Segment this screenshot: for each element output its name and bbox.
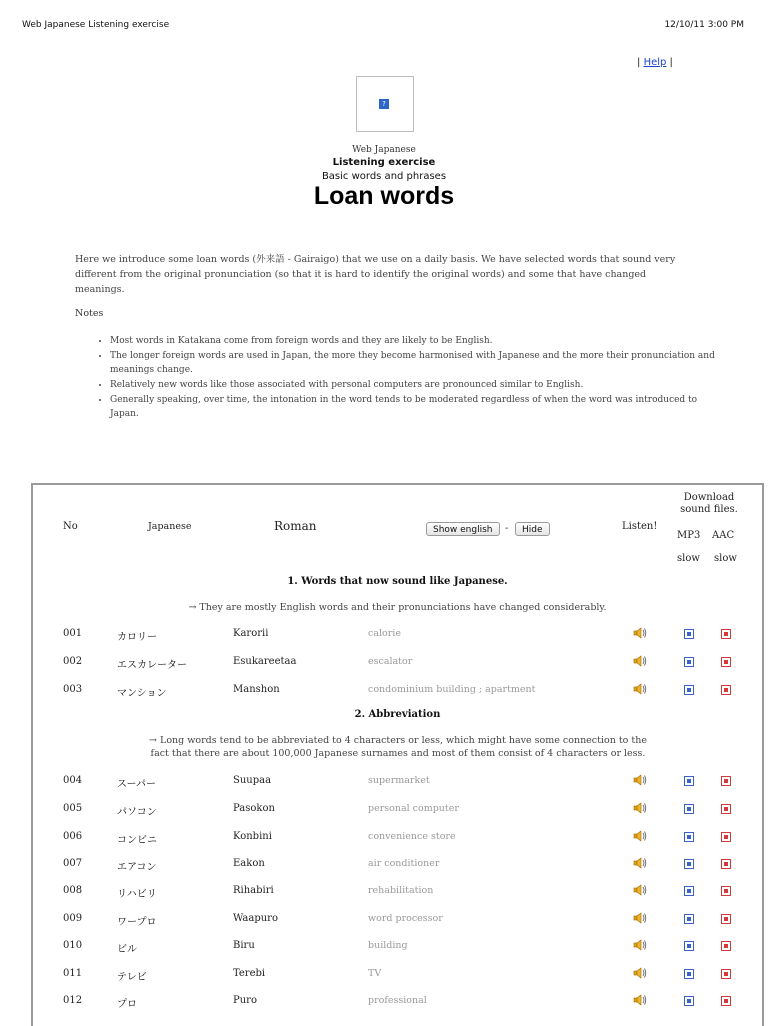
word-table xyxy=(31,483,764,1026)
mp3-download-icon[interactable] xyxy=(684,914,694,924)
header-listen: Listen! xyxy=(622,521,658,532)
table-row xyxy=(33,684,762,706)
mp3-download-icon[interactable] xyxy=(684,776,694,786)
table-row xyxy=(33,968,762,990)
row-english: TV xyxy=(368,968,382,979)
row-number: 004 xyxy=(63,775,83,786)
row-roman: Manshon xyxy=(233,684,280,695)
speaker-icon[interactable] xyxy=(633,994,647,1006)
subsection-name: Basic words and phrases xyxy=(321,171,447,182)
row-roman: Konbini xyxy=(233,831,272,842)
aac-download-icon[interactable] xyxy=(721,859,731,869)
note-item: • Generally speaking, over time, the intonation in the word tends to be moderated regardless of when the word was introduced to Japan. xyxy=(110,393,715,421)
aac-download-icon[interactable] xyxy=(721,914,731,924)
mp3-download-icon[interactable] xyxy=(684,969,694,979)
print-header-title: Web Japanese Listening exercise xyxy=(22,20,170,30)
aac-download-icon[interactable] xyxy=(721,941,731,951)
header-japanese: Japanese xyxy=(148,521,192,532)
note-item: • Relatively new words like those associated with personal computers are pronounced similar to English. xyxy=(110,378,715,392)
row-number: 010 xyxy=(63,940,83,951)
note-item: • Most words in Katakana come from foreign words and they are likely to be English. xyxy=(110,334,715,348)
broken-image-icon: ? xyxy=(379,99,389,109)
speaker-icon[interactable] xyxy=(633,655,647,667)
print-header-datetime: 12/10/11 3:00 PM xyxy=(664,20,744,30)
section-1-title: 1. Words that now sound like Japanese. xyxy=(287,576,508,587)
speaker-icon[interactable] xyxy=(633,627,647,639)
row-roman: Pasokon xyxy=(233,803,275,814)
mp3-download-icon[interactable] xyxy=(684,685,694,695)
row-english: supermarket xyxy=(368,775,430,786)
notes-list xyxy=(82,334,715,422)
row-english: rehabilitation xyxy=(368,885,434,896)
row-number: 012 xyxy=(63,995,83,1006)
aac-download-icon[interactable] xyxy=(721,996,731,1006)
table-row xyxy=(33,995,762,1017)
table-row xyxy=(33,831,762,853)
mp3-download-icon[interactable] xyxy=(684,941,694,951)
row-roman: Karorii xyxy=(233,628,269,639)
help-suffix: | xyxy=(666,57,673,68)
note-item: • The longer foreign words are used in Japan, the more they become harmonised with Japanese and the more their pronunciation and meanings change. xyxy=(110,349,715,377)
button-separator: - xyxy=(505,523,509,534)
section-2-note: → Long words tend to be abbreviated to 4 characters or less, which might have some connection to the fact that there are about 100,000 Japanese surnames and most of them consist of 4 characters or less. xyxy=(149,735,647,759)
mp3-download-icon[interactable] xyxy=(684,657,694,667)
row-japanese: ワープロ xyxy=(117,917,157,928)
row-number: 003 xyxy=(63,684,83,695)
section-2-title: 2. Abbreviation xyxy=(354,709,441,720)
row-number: 009 xyxy=(63,913,83,924)
aac-download-icon[interactable] xyxy=(721,832,731,842)
site-name: Web Japanese xyxy=(352,145,416,155)
section-name: Listening exercise xyxy=(332,157,436,168)
row-japanese: マンション xyxy=(117,688,167,699)
aac-download-icon[interactable] xyxy=(721,969,731,979)
table-row xyxy=(33,858,762,880)
row-english: professional xyxy=(368,995,427,1006)
row-english: convenience store xyxy=(368,831,456,842)
section-1-note: → They are mostly English words and their pronunciations have changed considerably. xyxy=(188,602,607,613)
row-english: air conditioner xyxy=(368,858,440,869)
table-row xyxy=(33,913,762,935)
intro-paragraph: Here we introduce some loan words (外来語 - Gairaigo) that we use on a daily basis. We have selected words that sound very different from the original pronunciation (so that it is hard to identify the original words) and some that have changed meanings. xyxy=(75,254,676,295)
row-roman: Eakon xyxy=(233,858,265,869)
row-japanese: エスカレーター xyxy=(117,660,187,671)
mp3-download-icon[interactable] xyxy=(684,629,694,639)
row-number: 001 xyxy=(63,628,83,639)
speaker-icon[interactable] xyxy=(633,857,647,869)
row-english: calorie xyxy=(368,628,401,639)
row-roman: Puro xyxy=(233,995,257,1006)
speaker-icon[interactable] xyxy=(633,830,647,842)
row-english: escalator xyxy=(368,656,413,667)
row-number: 006 xyxy=(63,831,83,842)
row-japanese: テレビ xyxy=(117,972,147,983)
page-title: Loan words xyxy=(313,182,455,210)
row-number: 007 xyxy=(63,858,83,869)
hide-english-button[interactable]: Hide xyxy=(515,522,550,536)
row-roman: Rihabiri xyxy=(233,885,274,896)
row-roman: Suupaa xyxy=(233,775,272,786)
speaker-icon[interactable] xyxy=(633,802,647,814)
table-row xyxy=(33,940,762,962)
aac-download-icon[interactable] xyxy=(721,657,731,667)
header-download: Download sound files. xyxy=(680,492,738,515)
header-roman: Roman xyxy=(274,519,317,533)
row-japanese: パソコン xyxy=(117,807,157,818)
mp3-download-icon[interactable] xyxy=(684,886,694,896)
help-link[interactable]: Help xyxy=(643,57,667,68)
speaker-icon[interactable] xyxy=(633,912,647,924)
logo-image xyxy=(356,76,414,132)
mp3-download-icon[interactable] xyxy=(684,832,694,842)
aac-download-icon[interactable] xyxy=(721,629,731,639)
row-english: condominium building ; apartment xyxy=(368,684,536,695)
row-number: 008 xyxy=(63,885,83,896)
table-row xyxy=(33,656,762,678)
header-aac-slow: slow xyxy=(714,553,737,564)
table-row xyxy=(33,628,762,650)
row-number: 005 xyxy=(63,803,83,814)
row-roman: Esukareetaa xyxy=(233,656,297,667)
row-english: personal computer xyxy=(368,803,459,814)
row-japanese: カロリー xyxy=(117,632,157,643)
row-japanese: スーパー xyxy=(117,779,156,790)
row-number: 011 xyxy=(63,968,83,979)
row-japanese: エアコン xyxy=(117,862,157,873)
row-japanese: リハビリ xyxy=(117,889,157,900)
row-english: word processor xyxy=(368,913,443,924)
header-mp3: MP3 xyxy=(677,530,701,541)
mp3-download-icon[interactable] xyxy=(684,804,694,814)
header-aac: AAC xyxy=(712,530,735,541)
speaker-icon[interactable] xyxy=(633,683,647,695)
show-english-button[interactable]: Show english xyxy=(426,522,500,536)
header-no: No xyxy=(63,521,78,532)
table-row xyxy=(33,885,762,907)
row-japanese: プロ xyxy=(117,999,137,1010)
aac-download-icon[interactable] xyxy=(721,804,731,814)
table-row xyxy=(33,775,762,797)
mp3-download-icon[interactable] xyxy=(684,859,694,869)
help-nav xyxy=(637,57,673,68)
speaker-icon[interactable] xyxy=(633,967,647,979)
row-roman: Biru xyxy=(233,940,255,951)
row-number: 002 xyxy=(63,656,83,667)
notes-heading: Notes xyxy=(75,308,104,319)
row-japanese: コンビニ xyxy=(117,835,157,846)
row-japanese: ビル xyxy=(117,944,137,955)
header-mp3-slow: slow xyxy=(677,553,700,564)
aac-download-icon[interactable] xyxy=(721,886,731,896)
table-row xyxy=(33,803,762,825)
aac-download-icon[interactable] xyxy=(721,685,731,695)
row-english: building xyxy=(368,940,408,951)
aac-download-icon[interactable] xyxy=(721,776,731,786)
row-roman: Waapuro xyxy=(233,913,278,924)
mp3-download-icon[interactable] xyxy=(684,996,694,1006)
speaker-icon[interactable] xyxy=(633,774,647,786)
speaker-icon[interactable] xyxy=(633,939,647,951)
help-prefix: | xyxy=(637,57,644,68)
speaker-icon[interactable] xyxy=(633,884,647,896)
row-roman: Terebi xyxy=(233,968,266,979)
